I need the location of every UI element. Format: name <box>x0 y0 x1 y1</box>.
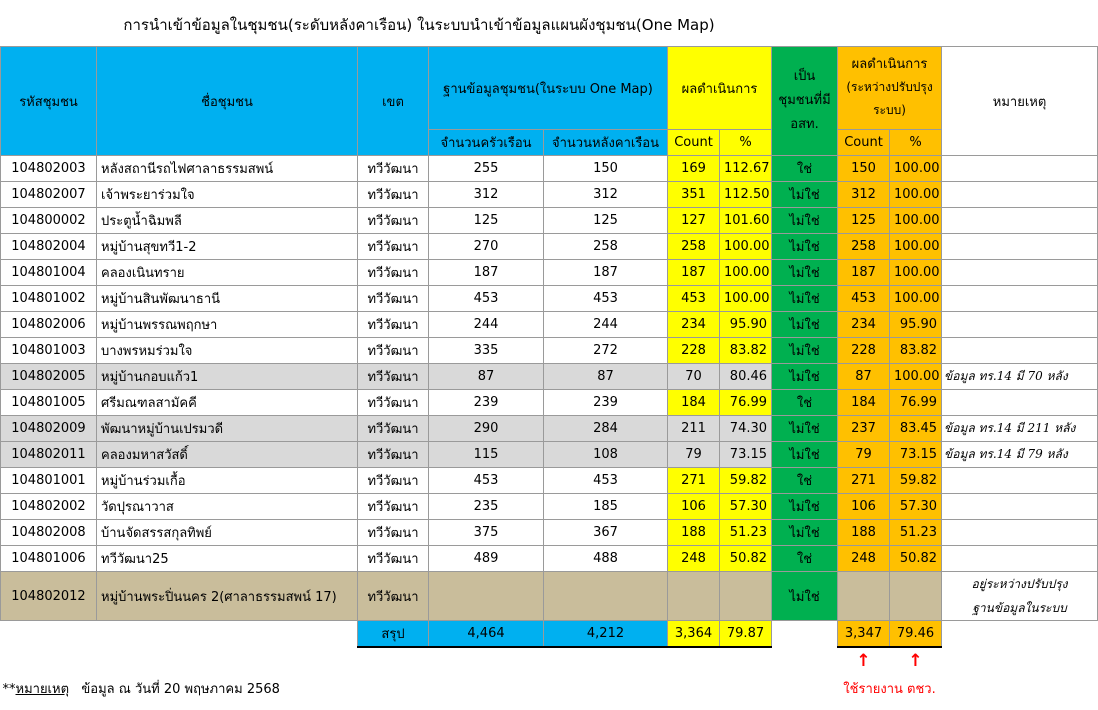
cell-roofs: 272 <box>544 338 668 364</box>
header-count2: Count <box>838 130 890 156</box>
cell-code: 104802011 <box>1 442 97 468</box>
cell-roofs: 453 <box>544 286 668 312</box>
cell-pct2: 100.00 <box>890 182 942 208</box>
cell-district: ทวีวัฒนา <box>358 416 429 442</box>
cell-remark <box>942 286 1098 312</box>
blank-cell <box>544 674 838 702</box>
table-row <box>1 156 1098 182</box>
cell-count2: 237 <box>838 416 890 442</box>
cell-is-community: ใช่ <box>772 390 838 416</box>
cell-pct: 100.00 <box>720 286 772 312</box>
cell-name: วัดปุรณาวาส <box>97 494 358 520</box>
cell-code: 104801002 <box>1 286 97 312</box>
cell-count: 351 <box>668 182 720 208</box>
cell-code: 104802008 <box>1 520 97 546</box>
cell-code: 104802007 <box>1 182 97 208</box>
cell-count2: 106 <box>838 494 890 520</box>
cell-remark <box>942 390 1098 416</box>
cell-count: 184 <box>668 390 720 416</box>
cell-district: ทวีวัฒนา <box>358 208 429 234</box>
cell-pct2: 100.00 <box>890 260 942 286</box>
cell-households <box>429 572 544 621</box>
remark-line1: อยู่ระหว่างปรับปรุง <box>971 577 1068 591</box>
up-arrow-icon: ↑ <box>908 651 923 671</box>
cell-roofs <box>544 572 668 621</box>
cell-roofs: 239 <box>544 390 668 416</box>
cell-name: หมู่บ้านสินพัฒนาธานี <box>97 286 358 312</box>
cell-count2: 184 <box>838 390 890 416</box>
cell-district: ทวีวัฒนา <box>358 468 429 494</box>
cell-roofs: 244 <box>544 312 668 338</box>
cell-district: ทวีวัฒนา <box>358 572 429 621</box>
blank-cell <box>942 647 1098 674</box>
blank-cell <box>97 621 358 648</box>
cell-is-community: ใช่ <box>772 468 838 494</box>
blank-cell <box>942 621 1098 648</box>
table-row <box>1 260 1098 286</box>
cell-count: 228 <box>668 338 720 364</box>
cell-count2: 187 <box>838 260 890 286</box>
cell-pct <box>720 572 772 621</box>
cell-name: ศรีมณฑลสามัคคี <box>97 390 358 416</box>
cell-code: 104802009 <box>1 416 97 442</box>
cell-pct: 101.60 <box>720 208 772 234</box>
cell-count: 234 <box>668 312 720 338</box>
header-is-community-line3: อสท. <box>790 117 819 132</box>
cell-households: 270 <box>429 234 544 260</box>
cell-count2 <box>838 572 890 621</box>
cell-count2: 312 <box>838 182 890 208</box>
cell-name: พัฒนาหมู่บ้านเปรมวดี <box>97 416 358 442</box>
cell-pct2: 73.15 <box>890 442 942 468</box>
cell-pct: 83.82 <box>720 338 772 364</box>
header-pct: % <box>720 130 772 156</box>
cell-count: 79 <box>668 442 720 468</box>
header-pct2: % <box>890 130 942 156</box>
table-row <box>1 338 1098 364</box>
cell-is-community: ไม่ใช่ <box>772 312 838 338</box>
table-row <box>1 416 1098 442</box>
cell-pct: 57.30 <box>720 494 772 520</box>
header-count: Count <box>668 130 720 156</box>
cell-households: 115 <box>429 442 544 468</box>
cell-count2: 271 <box>838 468 890 494</box>
cell-remark <box>942 156 1098 182</box>
header-database: ฐานข้อมูลชุมชน(ในระบบ One Map) <box>429 47 668 130</box>
up-arrow-icon: ↑ <box>856 651 871 671</box>
cell-count2: 188 <box>838 520 890 546</box>
cell-count: 211 <box>668 416 720 442</box>
summary-count: 3,364 <box>668 621 720 648</box>
cell-code: 104802003 <box>1 156 97 182</box>
cell-count: 187 <box>668 260 720 286</box>
footer-remark-text: ข้อมูล ณ วันที่ 20 พฤษภาคม 2568 <box>81 681 280 697</box>
cell-roofs: 258 <box>544 234 668 260</box>
summary-count2: 3,347 <box>838 621 890 648</box>
cell-pct2: 100.00 <box>890 156 942 182</box>
cell-district: ทวีวัฒนา <box>358 234 429 260</box>
summary-pct: 79.87 <box>720 621 772 648</box>
cell-is-community: ไม่ใช่ <box>772 416 838 442</box>
cell-pct: 100.00 <box>720 234 772 260</box>
cell-roofs: 150 <box>544 156 668 182</box>
cell-count: 169 <box>668 156 720 182</box>
cell-roofs: 312 <box>544 182 668 208</box>
cell-name: หมู่บ้านกอบแก้ว1 <box>97 364 358 390</box>
cell-households: 235 <box>429 494 544 520</box>
header-households: จำนวนครัวเรือน <box>429 130 544 156</box>
table-row <box>1 468 1098 494</box>
cell-code: 104802012 <box>1 572 97 621</box>
cell-households: 375 <box>429 520 544 546</box>
cell-roofs: 488 <box>544 546 668 572</box>
cell-count2: 453 <box>838 286 890 312</box>
cell-code: 104800002 <box>1 208 97 234</box>
cell-pct: 112.67 <box>720 156 772 182</box>
cell-is-community: ไม่ใช่ <box>772 494 838 520</box>
footer-remark-label: หมายเหตุ <box>15 681 70 697</box>
cell-households: 239 <box>429 390 544 416</box>
cell-roofs: 108 <box>544 442 668 468</box>
cell-pct2: 100.00 <box>890 364 942 390</box>
header-result-fix-line3: ระบบ) <box>873 103 906 117</box>
cell-count: 271 <box>668 468 720 494</box>
table-row <box>1 546 1098 572</box>
table-row <box>1 520 1098 546</box>
cell-count: 106 <box>668 494 720 520</box>
cell-households: 312 <box>429 182 544 208</box>
cell-remark: ข้อมูล ทร.14 มี 79 หลัง <box>942 442 1098 468</box>
community-data-table <box>0 46 1098 702</box>
footer-row <box>1 674 1098 702</box>
header-is-community-line2: ชุมชนที่มี <box>778 93 831 108</box>
blank-cell <box>1 647 838 674</box>
arrow-row <box>1 647 1098 674</box>
cell-pct2: 100.00 <box>890 208 942 234</box>
cell-is-community: ไม่ใช่ <box>772 234 838 260</box>
cell-households: 489 <box>429 546 544 572</box>
cell-roofs: 284 <box>544 416 668 442</box>
cell-remark <box>942 312 1098 338</box>
cell-roofs: 87 <box>544 364 668 390</box>
cell-code: 104801006 <box>1 546 97 572</box>
summary-households: 4,464 <box>429 621 544 648</box>
cell-remark <box>942 338 1098 364</box>
cell-count <box>668 572 720 621</box>
cell-remark <box>942 208 1098 234</box>
cell-households: 255 <box>429 156 544 182</box>
cell-count2: 248 <box>838 546 890 572</box>
cell-roofs: 367 <box>544 520 668 546</box>
cell-district: ทวีวัฒนา <box>358 364 429 390</box>
cell-is-community: ไม่ใช่ <box>772 208 838 234</box>
cell-pct: 95.90 <box>720 312 772 338</box>
cell-remark <box>942 520 1098 546</box>
cell-code: 104801005 <box>1 390 97 416</box>
cell-code: 104802002 <box>1 494 97 520</box>
cell-is-community: ใช่ <box>772 546 838 572</box>
cell-pct2: 100.00 <box>890 286 942 312</box>
cell-roofs: 125 <box>544 208 668 234</box>
cell-pct2 <box>890 572 942 621</box>
cell-district: ทวีวัฒนา <box>358 494 429 520</box>
cell-name: หมู่บ้านพรรณพฤกษา <box>97 312 358 338</box>
header-result-fix-line1: ผลดำเนินการ <box>851 57 928 72</box>
cell-remark: ข้อมูล ทร.14 มี 70 หลัง <box>942 364 1098 390</box>
cell-count: 127 <box>668 208 720 234</box>
summary-label: สรุป <box>358 621 429 648</box>
cell-district: ทวีวัฒนา <box>358 260 429 286</box>
summary-roofs: 4,212 <box>544 621 668 648</box>
cell-pct2: 100.00 <box>890 234 942 260</box>
cell-name: หลังสถานีรถไฟศาลาธรรมสพน์ <box>97 156 358 182</box>
cell-district: ทวีวัฒนา <box>358 156 429 182</box>
cell-code: 104801004 <box>1 260 97 286</box>
header-is-community-line1: เป็น <box>793 69 816 84</box>
header-district: เขต <box>358 47 429 156</box>
cell-remark <box>942 234 1098 260</box>
cell-name: เจ้าพระยาร่วมใจ <box>97 182 358 208</box>
cell-remark <box>942 494 1098 520</box>
cell-code: 104802006 <box>1 312 97 338</box>
cell-remark <box>942 468 1098 494</box>
table-row <box>1 286 1098 312</box>
cell-roofs: 453 <box>544 468 668 494</box>
cell-name: หมู่บ้านพระปิ่นนคร 2(ศาลาธรรมสพน์ 17) <box>97 572 358 621</box>
table-row <box>1 208 1098 234</box>
summary-row <box>1 621 1098 648</box>
cell-name: หมู่บ้านร่วมเกื้อ <box>97 468 358 494</box>
cell-is-community: ไม่ใช่ <box>772 364 838 390</box>
cell-count2: 125 <box>838 208 890 234</box>
cell-count: 188 <box>668 520 720 546</box>
cell-pct: 112.50 <box>720 182 772 208</box>
table-row-pending <box>1 572 1098 621</box>
cell-code: 104801003 <box>1 338 97 364</box>
cell-code: 104802004 <box>1 234 97 260</box>
cell-count2: 79 <box>838 442 890 468</box>
cell-households: 244 <box>429 312 544 338</box>
cell-pct2: 95.90 <box>890 312 942 338</box>
cell-count: 453 <box>668 286 720 312</box>
cell-district: ทวีวัฒนา <box>358 182 429 208</box>
cell-roofs: 185 <box>544 494 668 520</box>
cell-name: คลองมหาสวัสดิ์ <box>97 442 358 468</box>
blank-cell <box>942 674 1098 702</box>
table-row <box>1 390 1098 416</box>
cell-households: 453 <box>429 468 544 494</box>
cell-name: ประตูน้ำฉิมพลี <box>97 208 358 234</box>
cell-pct2: 83.45 <box>890 416 942 442</box>
cell-households: 453 <box>429 286 544 312</box>
cell-name: ทวีวัฒนา25 <box>97 546 358 572</box>
cell-count2: 150 <box>838 156 890 182</box>
cell-district: ทวีวัฒนา <box>358 390 429 416</box>
sheet-title: การนำเข้าข้อมูลในชุมชน(ระดับหลังคาเรือน) ในระบบนำเข้าข้อมูลแผนผังชุมชน(One Map) <box>123 16 715 34</box>
cell-code: 104801001 <box>1 468 97 494</box>
cell-remark <box>942 546 1098 572</box>
header-code: รหัสชุมชน <box>1 47 97 156</box>
header-result-fix-line2: (ระหว่างปรับปรุง <box>846 80 933 94</box>
header-roofs: จำนวนหลังคาเรือน <box>544 130 668 156</box>
table-row <box>1 442 1098 468</box>
header-result-fix <box>838 47 942 130</box>
cell-is-community: ไม่ใช่ <box>772 520 838 546</box>
cell-pct: 50.82 <box>720 546 772 572</box>
blank-cell <box>1 621 97 648</box>
cell-name: บางพรหมร่วมใจ <box>97 338 358 364</box>
cell-pct2: 83.82 <box>890 338 942 364</box>
cell-remark <box>942 182 1098 208</box>
cell-pct: 80.46 <box>720 364 772 390</box>
cell-remark <box>942 572 1098 621</box>
cell-count: 258 <box>668 234 720 260</box>
cell-pct2: 57.30 <box>890 494 942 520</box>
cell-is-community: ไม่ใช่ <box>772 286 838 312</box>
cell-is-community: ไม่ใช่ <box>772 260 838 286</box>
cell-pct: 76.99 <box>720 390 772 416</box>
cell-count2: 228 <box>838 338 890 364</box>
header-remark: หมายเหตุ <box>942 47 1098 156</box>
cell-households: 125 <box>429 208 544 234</box>
cell-remark <box>942 260 1098 286</box>
header-is-community <box>772 47 838 156</box>
cell-is-community: ไม่ใช่ <box>772 182 838 208</box>
cell-households: 335 <box>429 338 544 364</box>
cell-name: บ้านจัดสรรสกุลทิพย์ <box>97 520 358 546</box>
cell-district: ทวีวัฒนา <box>358 312 429 338</box>
cell-name: คลองเนินทราย <box>97 260 358 286</box>
footer-remark-prefix: ** <box>2 681 16 697</box>
footer-remark <box>1 674 544 702</box>
header-result: ผลดำเนินการ <box>668 47 772 130</box>
table-row <box>1 312 1098 338</box>
remark-line2: ฐานข้อมูลในระบบ <box>972 601 1067 615</box>
cell-pct: 100.00 <box>720 260 772 286</box>
header-row-1 <box>1 47 1098 130</box>
cell-district: ทวีวัฒนา <box>358 546 429 572</box>
cell-district: ทวีวัฒนา <box>358 442 429 468</box>
use-report-label: ใช้รายงาน ตชว. <box>843 681 936 697</box>
cell-households: 290 <box>429 416 544 442</box>
cell-roofs: 187 <box>544 260 668 286</box>
cell-district: ทวีวัฒนา <box>358 338 429 364</box>
cell-code: 104802005 <box>1 364 97 390</box>
cell-count2: 234 <box>838 312 890 338</box>
summary-pct2: 79.46 <box>890 621 942 648</box>
cell-is-community: ไม่ใช่ <box>772 442 838 468</box>
cell-district: ทวีวัฒนา <box>358 286 429 312</box>
cell-is-community: ไม่ใช่ <box>772 572 838 621</box>
table-row <box>1 364 1098 390</box>
cell-count: 248 <box>668 546 720 572</box>
cell-pct: 73.15 <box>720 442 772 468</box>
cell-remark: ข้อมูล ทร.14 มี 211 หลัง <box>942 416 1098 442</box>
cell-households: 87 <box>429 364 544 390</box>
header-name: ชื่อชุมชน <box>97 47 358 156</box>
cell-households: 187 <box>429 260 544 286</box>
cell-pct2: 76.99 <box>890 390 942 416</box>
cell-name: หมู่บ้านสุขทวี1-2 <box>97 234 358 260</box>
cell-pct2: 51.23 <box>890 520 942 546</box>
blank-cell <box>772 621 838 648</box>
cell-pct2: 59.82 <box>890 468 942 494</box>
cell-district: ทวีวัฒนา <box>358 520 429 546</box>
cell-pct: 51.23 <box>720 520 772 546</box>
cell-count2: 258 <box>838 234 890 260</box>
table-row <box>1 234 1098 260</box>
cell-is-community: ไม่ใช่ <box>772 338 838 364</box>
cell-count: 70 <box>668 364 720 390</box>
cell-count2: 87 <box>838 364 890 390</box>
cell-is-community: ใช่ <box>772 156 838 182</box>
cell-pct: 59.82 <box>720 468 772 494</box>
cell-pct: 74.30 <box>720 416 772 442</box>
cell-pct2: 50.82 <box>890 546 942 572</box>
table-row <box>1 494 1098 520</box>
table-row <box>1 182 1098 208</box>
